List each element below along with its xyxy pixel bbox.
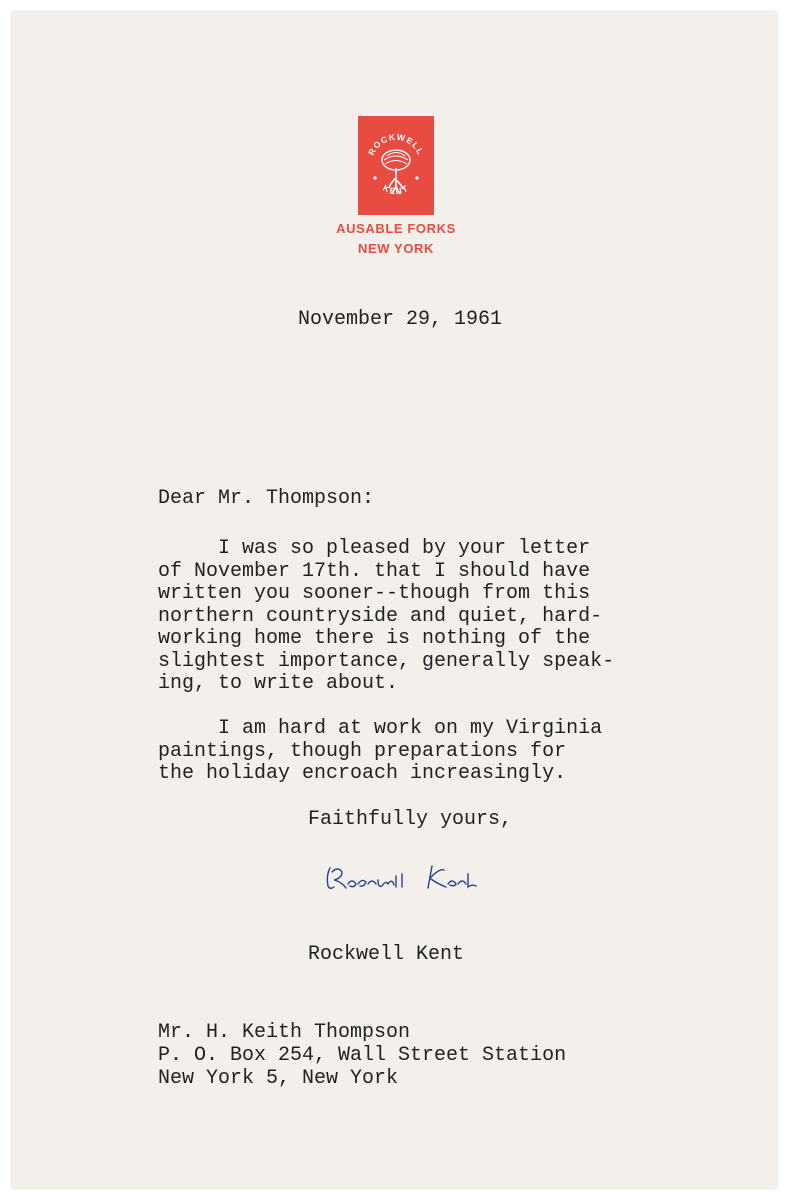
salutation: Dear Mr. Thompson:: [158, 487, 375, 510]
address-line-2: P. O. Box 254, Wall Street Station: [158, 1044, 567, 1067]
body-paragraph-1: I was so pleased by your letter of November 17th. that I should have written you sooner--though from this northern countryside and quiet, hard- working home there is nothing of the slightest importance, generally speak- ing, to write about.: [158, 537, 615, 695]
address-line-3: New York 5, New York: [158, 1067, 399, 1090]
svg-text:ROCKWELL: ROCKWELL: [366, 131, 426, 157]
signer-name: Rockwell Kent: [308, 943, 465, 966]
tree-emblem-icon: [358, 116, 434, 215]
letterhead-place-line2: NEW YORK: [357, 241, 435, 256]
letterhead-place-line1: AUSABLE FORKS: [336, 221, 456, 236]
handwritten-signature: [322, 854, 502, 898]
letter-date: November 29, 1961: [298, 308, 503, 331]
address-line-1: Mr. H. Keith Thompson: [158, 1021, 411, 1044]
body-paragraph-2: I am hard at work on my Virginia paintings, though preparations for the holiday encroach increasingly.: [158, 717, 603, 785]
rockwell-kent-logo: [358, 116, 434, 215]
closing: Faithfully yours,: [308, 808, 513, 831]
recipient-address: [158, 1021, 566, 1090]
svg-text:KENT: KENT: [381, 182, 411, 197]
letter-sheet: [12, 12, 777, 1188]
